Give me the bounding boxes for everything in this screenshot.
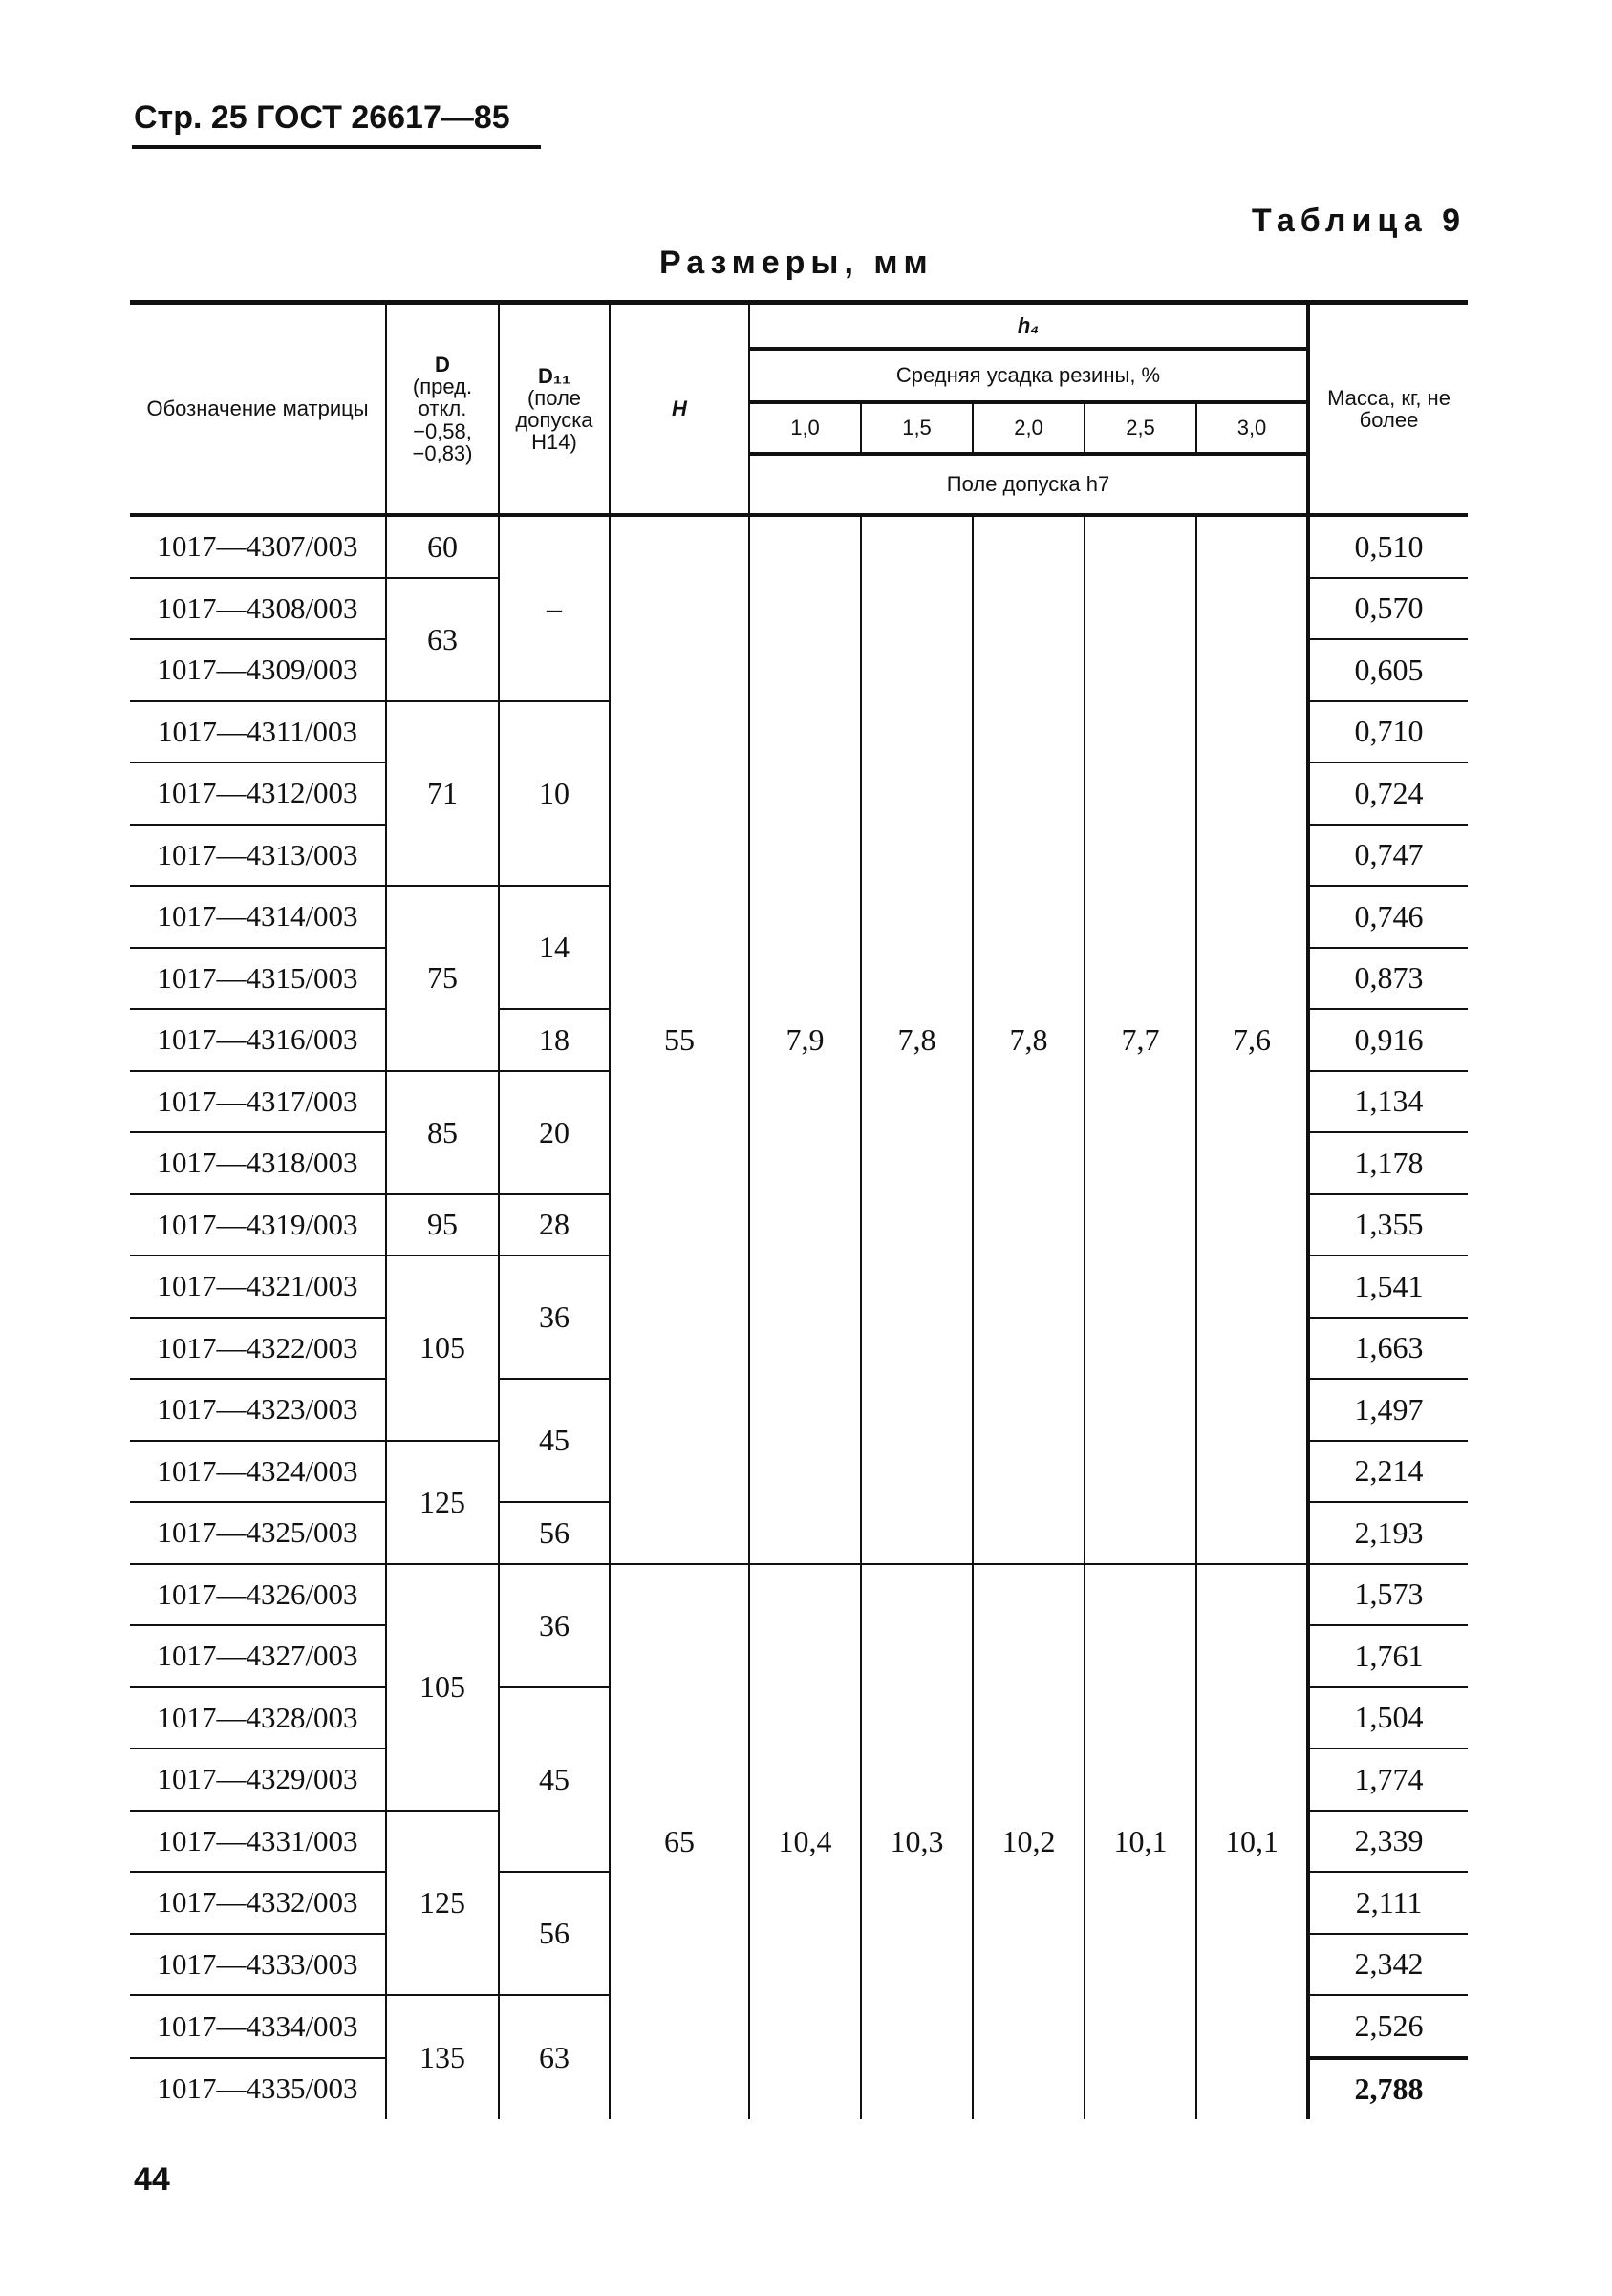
d-value: 135	[386, 1995, 499, 2119]
d11-value: –	[499, 515, 610, 701]
row-code: 1017—4334/003	[130, 1995, 386, 2058]
d-symbol: D	[435, 353, 450, 377]
mass-value: 0,746	[1308, 886, 1468, 948]
mass-value: 1,504	[1308, 1687, 1468, 1749]
h4-value: 7,6	[1196, 515, 1308, 1564]
mass-value: 1,178	[1308, 1132, 1468, 1194]
mass-value: 1,541	[1308, 1255, 1468, 1318]
h4-value: 7,7	[1085, 515, 1196, 1564]
header-rule	[132, 145, 541, 149]
row-code: 1017—4307/003	[130, 515, 386, 578]
shrink-header: Средняя усадка резины, %	[749, 349, 1308, 402]
d11-symbol: D₁₁	[537, 363, 571, 388]
shrink-value: 1,0	[749, 402, 861, 454]
d11-value: 56	[499, 1872, 610, 1995]
d11-value: 36	[499, 1255, 610, 1379]
mass-value: 0,710	[1308, 701, 1468, 763]
h-value: 55	[610, 515, 749, 1564]
d-value: 75	[386, 886, 499, 1071]
row-code: 1017—4331/003	[130, 1811, 386, 1873]
shrink-value: 3,0	[1196, 402, 1308, 454]
page-header: Стр. 25 ГОСТ 26617—85	[134, 99, 510, 136]
h4-value: 10,2	[973, 1564, 1085, 2120]
mass-header: Масса, кг, не более	[1308, 303, 1468, 516]
mass-value: 2,193	[1308, 1502, 1468, 1564]
h4-value: 10,1	[1196, 1564, 1308, 2120]
mass-value: 0,873	[1308, 948, 1468, 1010]
d11-value: 20	[499, 1071, 610, 1194]
table-number: Таблица 9	[1251, 203, 1466, 239]
row-code: 1017—4313/003	[130, 825, 386, 887]
row-code: 1017—4328/003	[130, 1687, 386, 1749]
d-value: 85	[386, 1071, 499, 1194]
mass-value: 0,747	[1308, 825, 1468, 887]
table-caption: Размеры, мм	[659, 245, 934, 281]
d-value: 63	[386, 578, 499, 701]
dimensions-table	[130, 300, 1468, 2119]
mass-value: 1,663	[1308, 1318, 1468, 1380]
d-value: 125	[386, 1811, 499, 1996]
mass-value: 2,342	[1308, 1934, 1468, 1996]
row-code: 1017—4318/003	[130, 1132, 386, 1194]
d-value: 60	[386, 515, 499, 578]
h4-value: 10,1	[1085, 1564, 1196, 2120]
shrink-value: 2,5	[1085, 402, 1196, 454]
d11-value: 45	[499, 1687, 610, 1873]
row-code: 1017—4332/003	[130, 1872, 386, 1934]
row-code: 1017—4325/003	[130, 1502, 386, 1564]
row-code: 1017—4314/003	[130, 886, 386, 948]
d11-header	[499, 303, 610, 516]
d11-value: 28	[499, 1194, 610, 1256]
d-header	[386, 303, 499, 516]
mass-value: 1,774	[1308, 1749, 1468, 1811]
d11-value: 45	[499, 1379, 610, 1502]
mass-value: 2,526	[1308, 1995, 1468, 2058]
d11-value: 18	[499, 1009, 610, 1071]
row-code: 1017—4316/003	[130, 1009, 386, 1071]
d-note: (пред. откл. −0,58, −0,83)	[412, 375, 473, 465]
mass-value: 1,573	[1308, 1564, 1468, 1626]
row-code: 1017—4312/003	[130, 762, 386, 825]
row-code: 1017—4315/003	[130, 948, 386, 1010]
mass-value: 2,214	[1308, 1441, 1468, 1503]
h4-value: 7,8	[973, 515, 1085, 1564]
table-body	[130, 515, 1468, 2119]
mass-value: 0,570	[1308, 578, 1468, 640]
mass-value: 0,916	[1308, 1009, 1468, 1071]
mass-value: 2,111	[1308, 1872, 1468, 1934]
mass-value: 2,788	[1308, 2058, 1468, 2120]
designation-header: Обозначение матрицы	[130, 303, 386, 516]
row-code: 1017—4327/003	[130, 1625, 386, 1687]
row-code: 1017—4308/003	[130, 578, 386, 640]
h-value: 65	[610, 1564, 749, 2120]
row-code: 1017—4319/003	[130, 1194, 386, 1256]
d11-note: (поле допуска H14)	[515, 385, 593, 455]
d-value: 125	[386, 1441, 499, 1564]
mass-value: 1,497	[1308, 1379, 1468, 1441]
h4-value: 10,3	[861, 1564, 973, 2120]
row-code: 1017—4309/003	[130, 639, 386, 701]
d-value: 95	[386, 1194, 499, 1256]
row-code: 1017—4333/003	[130, 1934, 386, 1996]
mass-value: 1,355	[1308, 1194, 1468, 1256]
d11-value: 63	[499, 1995, 610, 2119]
row-code: 1017—4321/003	[130, 1255, 386, 1318]
d-value: 105	[386, 1564, 499, 1811]
d-value: 105	[386, 1255, 499, 1441]
mass-value: 1,134	[1308, 1071, 1468, 1133]
mass-value: 0,510	[1308, 515, 1468, 578]
row-code: 1017—4322/003	[130, 1318, 386, 1380]
h4-value: 7,9	[749, 515, 861, 1564]
mass-value: 0,605	[1308, 639, 1468, 701]
d11-value: 36	[499, 1564, 610, 1687]
h4-value: 10,4	[749, 1564, 861, 2120]
mass-value: 0,724	[1308, 762, 1468, 825]
d11-value: 10	[499, 701, 610, 887]
mass-value: 2,339	[1308, 1811, 1468, 1873]
row-code: 1017—4323/003	[130, 1379, 386, 1441]
d11-value: 14	[499, 886, 610, 1009]
shrink-value: 1,5	[861, 402, 973, 454]
row-code: 1017—4317/003	[130, 1071, 386, 1133]
row-code: 1017—4324/003	[130, 1441, 386, 1503]
tolerance-field: Поле допуска h7	[749, 454, 1308, 515]
h4-value: 7,8	[861, 515, 973, 1564]
shrink-value: 2,0	[973, 402, 1085, 454]
h4-header: h₄	[749, 303, 1308, 350]
row-code: 1017—4326/003	[130, 1564, 386, 1626]
row-code: 1017—4311/003	[130, 701, 386, 763]
d-value: 71	[386, 701, 499, 887]
mass-value: 1,761	[1308, 1625, 1468, 1687]
h-header: H	[610, 303, 749, 516]
row-code: 1017—4329/003	[130, 1749, 386, 1811]
page-number: 44	[134, 2161, 170, 2198]
row-code: 1017—4335/003	[157, 2071, 358, 2106]
d11-value: 56	[499, 1502, 610, 1564]
